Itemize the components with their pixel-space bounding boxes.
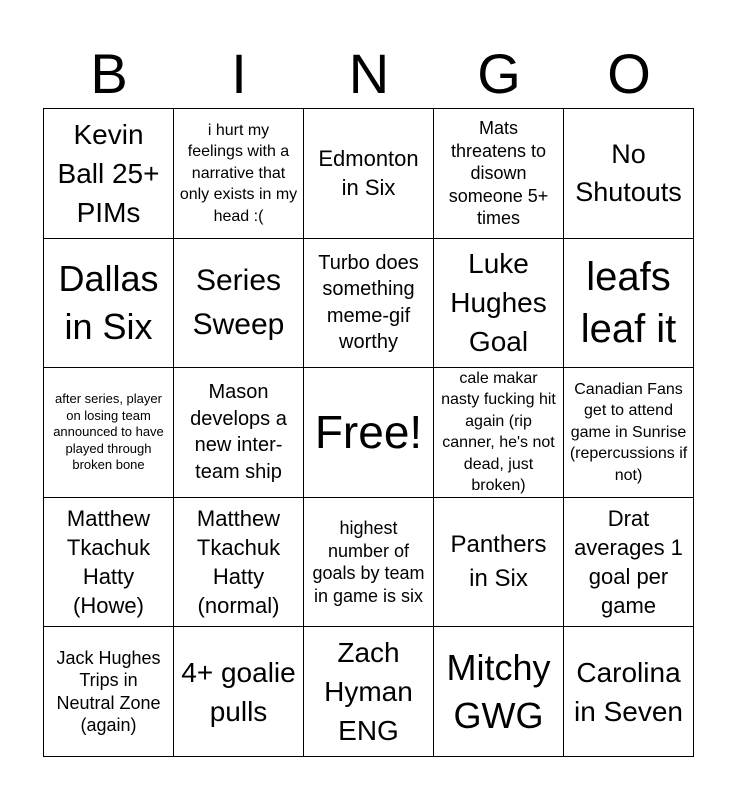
cell-label: after series, player on losing team announced to have played through broken bone bbox=[53, 391, 164, 473]
header-letter-n: N bbox=[348, 42, 390, 105]
bingo-cell-r3-c3[interactable] bbox=[304, 368, 434, 498]
bingo-cell-r3-c2[interactable] bbox=[174, 368, 304, 498]
cell-label: Canadian Fans get to attend game in Sunrise (repercussions if not) bbox=[569, 380, 688, 484]
bingo-cell-r4-c5[interactable] bbox=[564, 498, 694, 628]
cell-label: i hurt my feelings with a narrative that only exists in my head :( bbox=[179, 121, 298, 225]
bingo-cell-r2-c1[interactable] bbox=[44, 239, 174, 369]
bingo-cell-r2-c3[interactable] bbox=[304, 239, 434, 369]
cell-label: Edmonton in Six bbox=[318, 146, 419, 201]
bingo-cell-r4-c1[interactable] bbox=[44, 498, 174, 628]
bingo-cell-r4-c3[interactable] bbox=[304, 498, 434, 628]
cell-label: Series Sweep bbox=[192, 263, 285, 341]
cell-label: Jack Hughes Trips in Neutral Zone (again) bbox=[56, 647, 161, 736]
bingo-cell-r2-c2[interactable] bbox=[174, 239, 304, 369]
cell-label: Mitchy GWG bbox=[446, 646, 551, 736]
cell-label: Matthew Tkachuk Hatty (normal) bbox=[196, 506, 281, 619]
cell-label: Panthers in Six bbox=[450, 531, 547, 593]
cell-label: Turbo does something meme-gif worthy bbox=[318, 251, 419, 354]
cell-label: Kevin Ball 25+ PIMs bbox=[57, 118, 160, 228]
cell-label: Matthew Tkachuk Hatty (Howe) bbox=[66, 506, 151, 619]
bingo-cell-r3-c5[interactable] bbox=[564, 368, 694, 498]
cell-label: Drat averages 1 goal per game bbox=[574, 506, 683, 619]
bingo-cell-r4-c4[interactable] bbox=[434, 498, 564, 628]
cell-label: cale makar nasty fucking hit again (rip canner, he's not dead, just broken) bbox=[441, 369, 556, 495]
bingo-cell-r3-c1[interactable] bbox=[44, 368, 174, 498]
bingo-cell-r2-c5[interactable] bbox=[564, 239, 694, 369]
cell-label: Dallas in Six bbox=[58, 257, 159, 347]
cell-label: Zach Hyman ENG bbox=[324, 637, 413, 747]
bingo-cell-r5-c1[interactable] bbox=[44, 627, 174, 757]
bingo-cell-r5-c3[interactable] bbox=[304, 627, 434, 757]
header-letter-b: B bbox=[90, 42, 128, 105]
bingo-cell-r1-c5[interactable] bbox=[564, 109, 694, 239]
cell-label: leafs leaf it bbox=[580, 254, 677, 351]
bingo-board bbox=[43, 108, 694, 757]
bingo-cell-r1-c1[interactable] bbox=[44, 109, 174, 239]
header-letter-g: G bbox=[477, 42, 521, 105]
bingo-cell-r1-c2[interactable] bbox=[174, 109, 304, 239]
cell-label: Luke Hughes Goal bbox=[450, 248, 547, 358]
cell-label: highest number of goals by team in game is six bbox=[312, 518, 425, 606]
bingo-cell-r1-c3[interactable] bbox=[304, 109, 434, 239]
bingo-cell-r4-c2[interactable] bbox=[174, 498, 304, 628]
bingo-cell-r2-c4[interactable] bbox=[434, 239, 564, 369]
bingo-cell-r1-c4[interactable] bbox=[434, 109, 564, 239]
bingo-cell-r3-c4[interactable] bbox=[434, 368, 564, 498]
header-letter-o: O bbox=[607, 42, 651, 105]
header-letter-i: I bbox=[231, 42, 247, 105]
bingo-cell-r5-c2[interactable] bbox=[174, 627, 304, 757]
bingo-cell-r5-c5[interactable] bbox=[564, 627, 694, 757]
cell-label: Carolina in Seven bbox=[574, 656, 683, 727]
cell-label free-space: Free! bbox=[314, 406, 423, 459]
bingo-cell-r5-c4[interactable] bbox=[434, 627, 564, 757]
cell-label: 4+ goalie pulls bbox=[181, 656, 296, 727]
cell-label: Mason develops a new inter-team ship bbox=[190, 381, 287, 483]
cell-label: Mats threatens to disown someone 5+ times bbox=[448, 118, 549, 229]
cell-label: No Shutouts bbox=[575, 139, 682, 208]
bingo-header bbox=[44, 40, 694, 108]
